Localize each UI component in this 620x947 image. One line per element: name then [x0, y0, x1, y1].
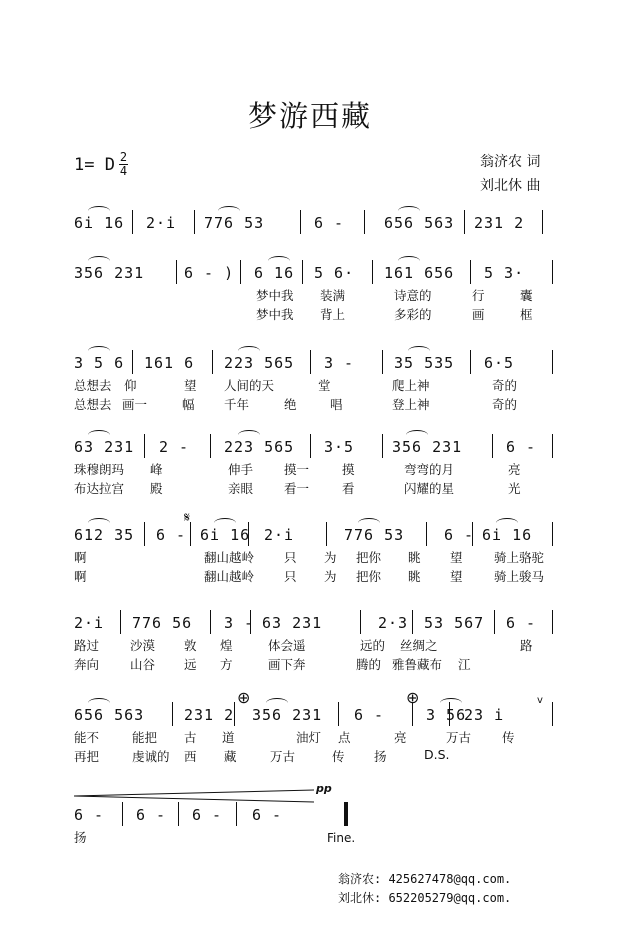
lyric-word: 古 — [184, 730, 197, 745]
contact-2: 刘北休: 652205279@qq.com. — [338, 891, 512, 905]
barline — [210, 434, 211, 458]
lyrics-verse-1 — [74, 828, 554, 847]
notes-row — [74, 432, 554, 460]
slur-arc — [88, 346, 110, 356]
lyric-word: 江 — [458, 657, 471, 672]
barline — [248, 522, 249, 546]
lyric-word: 奇的 — [492, 397, 518, 412]
slur-arc — [88, 430, 110, 440]
lyric-word: 光 — [508, 481, 521, 496]
lyric-word: 只 — [284, 569, 297, 584]
barline — [194, 210, 195, 234]
lyric-word: 方 — [220, 657, 233, 672]
slur-arc — [398, 256, 420, 266]
lyric-word: 啊 — [74, 550, 87, 565]
measure-notes: 6 - — [506, 438, 537, 456]
lyric-word: 点 — [338, 730, 351, 745]
system-1 — [74, 208, 554, 236]
song-title: 梦游西藏 — [247, 99, 372, 133]
lyric-word: 眺 — [408, 569, 421, 584]
slur-arc — [406, 430, 428, 440]
lyric-word: 装满 — [320, 288, 346, 303]
notes-row — [74, 258, 554, 286]
barline — [144, 434, 145, 458]
measure-notes: 656 563 — [74, 706, 145, 724]
slur-arc — [88, 256, 110, 266]
measure-notes: 6 - — [192, 806, 223, 824]
lyric-word: 眺 — [408, 550, 421, 565]
barline — [210, 610, 211, 634]
lyrics-verse-2 — [74, 479, 554, 498]
measure-notes: 356 231 — [74, 264, 145, 282]
notes-row — [74, 348, 554, 376]
lyric-word: 体会遥 — [268, 638, 306, 653]
lyric-word: 诗意的 — [394, 288, 432, 303]
barline — [364, 210, 365, 234]
barline — [552, 260, 553, 284]
lyric-word: 能不 — [74, 730, 100, 745]
lyrics-verse-2 — [74, 395, 554, 414]
time-signature — [119, 152, 128, 177]
lyric-word: 框 — [520, 307, 533, 322]
barline — [470, 350, 471, 374]
notes-row — [74, 608, 554, 636]
fine-mark: Fine. — [327, 831, 356, 845]
lyric-word: 唱 — [330, 397, 343, 412]
lyric-word: 奇的 — [492, 378, 518, 393]
measure-notes: 3·5 — [324, 438, 355, 456]
barline — [412, 610, 413, 634]
barline — [132, 210, 133, 234]
measure-notes: 6i 16 — [482, 526, 533, 544]
lyric-word: 把你 — [356, 550, 382, 565]
measure-notes: 3 56 — [426, 706, 467, 724]
lyric-word: 望 — [450, 569, 463, 584]
measure-notes: 35 535 — [394, 354, 455, 372]
credits — [480, 150, 540, 198]
system-3 — [74, 348, 554, 414]
measure-notes: 3 - — [224, 614, 255, 632]
barline — [300, 210, 301, 234]
notes-row — [74, 208, 554, 236]
measure-notes: 161 656 — [384, 264, 455, 282]
barline — [552, 434, 553, 458]
lyric-word: 殿 — [150, 481, 163, 496]
slur-arc — [88, 698, 110, 708]
lyric-word: 远 — [184, 657, 197, 672]
lyric-word: 亲眼 — [228, 481, 254, 496]
lyric-word: 扬 — [74, 830, 87, 845]
measure-notes: 23 i — [464, 706, 505, 724]
key-signature — [74, 152, 128, 177]
measure-notes: 612 35 — [74, 526, 135, 544]
barline — [310, 434, 311, 458]
lyric-word: 仰 — [124, 378, 137, 393]
barline — [144, 522, 145, 546]
slur-arc — [238, 430, 260, 440]
lyric-word: 奔向 — [74, 657, 100, 672]
slur-arc — [408, 346, 430, 356]
measure-notes: 6 - — [156, 526, 187, 544]
lyric-word: 把你 — [356, 569, 382, 584]
composer: 刘北休 曲 — [480, 178, 541, 194]
barline — [382, 434, 383, 458]
lyric-word: 路过 — [74, 638, 100, 653]
lyric-word: 藏 — [224, 749, 237, 764]
lyric-word: 绝 — [284, 397, 297, 412]
lyric-word: 爬上神 — [392, 378, 430, 393]
barline — [449, 702, 450, 726]
lyricist: 翁济农 词 — [480, 154, 541, 170]
lyric-word: 扬 — [374, 749, 387, 764]
measure-notes: 2·3 — [378, 614, 409, 632]
contact-1: 翁济农: 425627478@qq.com. — [338, 872, 512, 886]
lyric-word: D.S. — [424, 747, 450, 762]
barline — [234, 702, 235, 726]
notes-row — [74, 700, 554, 728]
lyrics-verse-1 — [74, 286, 554, 305]
measure-notes: 6 - — [74, 806, 105, 824]
lyric-word: 总想去 — [74, 397, 112, 412]
slur-arc — [440, 698, 462, 708]
barline — [122, 802, 123, 826]
lyric-word: 布达拉宫 — [74, 481, 125, 496]
lyric-word: 腾的 — [356, 657, 382, 672]
barline — [190, 522, 191, 546]
measure-notes: 63 231 — [74, 438, 135, 456]
barline — [360, 610, 361, 634]
barline — [240, 260, 241, 284]
measure-notes: 6 - — [136, 806, 167, 824]
lyric-word: 虔诚的 — [132, 749, 170, 764]
lyric-word: 望 — [184, 378, 197, 393]
lyric-word: 望 — [450, 550, 463, 565]
measure-notes: 6·5 — [484, 354, 515, 372]
lyrics-verse-2 — [74, 747, 554, 766]
lyrics-verse-1 — [74, 636, 554, 655]
measure-notes: 6 16 — [254, 264, 295, 282]
measure-notes: 356 231 — [252, 706, 323, 724]
barline — [382, 350, 383, 374]
measure-notes: 6 - — [506, 614, 537, 632]
measure-notes: 356 231 — [392, 438, 463, 456]
barline — [372, 260, 373, 284]
time-top: 2 — [119, 150, 128, 164]
lyrics-verse-1 — [74, 376, 554, 395]
lyric-word: 为 — [324, 550, 337, 565]
lyric-word: 梦中我 — [256, 288, 294, 303]
lyric-word: 翻山越岭 — [204, 550, 255, 565]
system-7 — [74, 700, 554, 766]
barline — [338, 702, 339, 726]
lyric-word: 看一 — [284, 481, 310, 496]
lyric-word: 梦中我 — [256, 307, 294, 322]
coda-sign-2: ⊕ — [406, 688, 420, 707]
lyric-word: 摸一 — [284, 462, 310, 477]
lyrics-verse-1 — [74, 728, 554, 747]
barline — [212, 350, 213, 374]
lyric-word: 登上神 — [392, 397, 430, 412]
coda-sign-1: ⊕ — [237, 688, 251, 707]
measure-notes: 223 565 — [224, 354, 295, 372]
lyric-word: 骑上骆驼 — [494, 550, 545, 565]
slur-arc — [398, 206, 420, 216]
lyrics-verse-1 — [74, 460, 554, 479]
lyric-word: 再把 — [74, 749, 100, 764]
lyric-word: 道 — [222, 730, 235, 745]
barline — [310, 350, 311, 374]
barline — [472, 522, 473, 546]
lyric-word: 摸 — [342, 462, 355, 477]
barline — [426, 522, 427, 546]
measure-notes: 6 - — [252, 806, 283, 824]
lyrics-verse-2 — [74, 305, 554, 324]
slur-arc — [496, 518, 518, 528]
barline — [552, 702, 553, 726]
lyric-word: 为 — [324, 569, 337, 584]
lyric-word: 啊 — [74, 569, 87, 584]
lyric-word: 敦 — [184, 638, 197, 653]
barline — [492, 434, 493, 458]
breath-mark: v — [537, 695, 543, 706]
system-2 — [74, 258, 554, 324]
lyric-word: 传 — [332, 749, 345, 764]
lyric-word: 珠穆朗玛 — [74, 462, 125, 477]
measure-notes: 6i 16 — [200, 526, 251, 544]
measure-notes: 5 3· — [484, 264, 525, 282]
lyric-word: 丝绸之 — [400, 638, 438, 653]
notes-row — [74, 520, 554, 548]
segno-sign: 𝄋 — [184, 510, 191, 526]
lyric-word: 画下奔 — [268, 657, 306, 672]
measure-notes: 3 5 6 — [74, 354, 125, 372]
barline — [250, 610, 251, 634]
lyric-word: 幅 — [182, 397, 195, 412]
system-6 — [74, 608, 554, 674]
measure-notes: 6i 16 — [74, 214, 125, 232]
barline — [120, 610, 121, 634]
lyric-word: 人间的天 — [224, 378, 275, 393]
barline — [552, 522, 553, 546]
lyric-word: 翻山越岭 — [204, 569, 255, 584]
barline — [236, 802, 237, 826]
slur-arc — [268, 256, 290, 266]
barline — [344, 802, 348, 826]
barline — [172, 702, 173, 726]
measure-notes: 6 - — [314, 214, 345, 232]
measure-notes: 6 - ) — [184, 264, 235, 282]
lyric-word: 千年 — [224, 397, 250, 412]
barline — [470, 260, 471, 284]
lyric-word: 万古 — [446, 730, 472, 745]
measure-notes: 2·i — [264, 526, 295, 544]
slur-arc — [88, 518, 110, 528]
lyric-word: 伸手 — [228, 462, 254, 477]
barline — [176, 260, 177, 284]
decrescendo-hairpin — [74, 788, 344, 802]
measure-notes: 223 565 — [224, 438, 295, 456]
lyric-word: 西 — [184, 749, 197, 764]
lyric-word: 闪耀的星 — [404, 481, 455, 496]
system-4 — [74, 432, 554, 498]
lyric-word: 油灯 — [296, 730, 322, 745]
measure-notes: 63 231 — [262, 614, 323, 632]
lyrics-verse-1 — [74, 548, 554, 567]
measure-notes: 6 - — [354, 706, 385, 724]
barline — [494, 610, 495, 634]
barline — [302, 260, 303, 284]
measure-notes: 776 53 — [204, 214, 265, 232]
slur-arc — [358, 518, 380, 528]
lyrics-verse-2 — [74, 567, 554, 586]
lyric-word: 雅鲁藏布 — [392, 657, 443, 672]
measure-notes: 3 - — [324, 354, 355, 372]
lyric-word: 亮 — [394, 730, 407, 745]
measure-notes: 776 56 — [132, 614, 193, 632]
measure-notes: 231 2 — [474, 214, 525, 232]
lyric-word: 路 — [520, 638, 533, 653]
slur-arc — [238, 346, 260, 356]
lyrics-verse-2 — [74, 655, 554, 674]
lyric-word: 远的 — [360, 638, 386, 653]
measure-notes: 161 6 — [144, 354, 195, 372]
lyric-word: 亮 — [508, 462, 521, 477]
time-bottom: 4 — [119, 164, 128, 178]
dynamic-pp: pp — [316, 782, 332, 795]
lyric-word: 囊 — [520, 288, 533, 303]
slur-arc — [218, 206, 240, 216]
contacts — [338, 870, 511, 908]
notes-row — [74, 800, 554, 828]
system-5 — [74, 520, 554, 586]
measure-notes: 656 563 — [384, 214, 455, 232]
lyric-word: 弯弯的月 — [404, 462, 455, 477]
lyric-word: 万古 — [270, 749, 296, 764]
measure-notes: 2·i — [146, 214, 177, 232]
measure-notes: 5 6· — [314, 264, 355, 282]
measure-notes: 776 53 — [344, 526, 405, 544]
lyric-word: 画一 — [122, 397, 148, 412]
barline — [326, 522, 327, 546]
lyric-word: 看 — [342, 481, 355, 496]
slur-arc — [88, 206, 110, 216]
barline — [464, 210, 465, 234]
lyric-word: 传 — [502, 730, 515, 745]
lyric-word: 山谷 — [130, 657, 156, 672]
lyric-word: 画 — [472, 307, 485, 322]
lyric-word: 多彩的 — [394, 307, 432, 322]
measure-notes: 2·i — [74, 614, 105, 632]
barline — [178, 802, 179, 826]
lyric-word: 煌 — [220, 638, 233, 653]
barline — [552, 350, 553, 374]
measure-notes: 231 2 — [184, 706, 235, 724]
lyric-word: 能把 — [132, 730, 158, 745]
barline — [552, 610, 553, 634]
lyric-word: 总想去 — [74, 378, 112, 393]
key-label: 1= D — [74, 154, 115, 175]
lyric-word: 峰 — [150, 462, 163, 477]
system-8 — [74, 800, 554, 847]
lyric-word: 堂 — [318, 378, 331, 393]
barline — [542, 210, 543, 234]
lyric-word: 只 — [284, 550, 297, 565]
lyric-word: 行 — [472, 288, 485, 303]
lyric-word: 沙漠 — [130, 638, 156, 653]
measure-notes: 53 567 — [424, 614, 485, 632]
barline — [132, 350, 133, 374]
slur-arc — [266, 698, 288, 708]
measure-notes: 6 - — [444, 526, 475, 544]
lyric-word: 骑上骏马 — [494, 569, 545, 584]
slur-arc — [214, 518, 236, 528]
measure-notes: 2 - — [159, 438, 190, 456]
lyric-word: 背上 — [320, 307, 346, 322]
